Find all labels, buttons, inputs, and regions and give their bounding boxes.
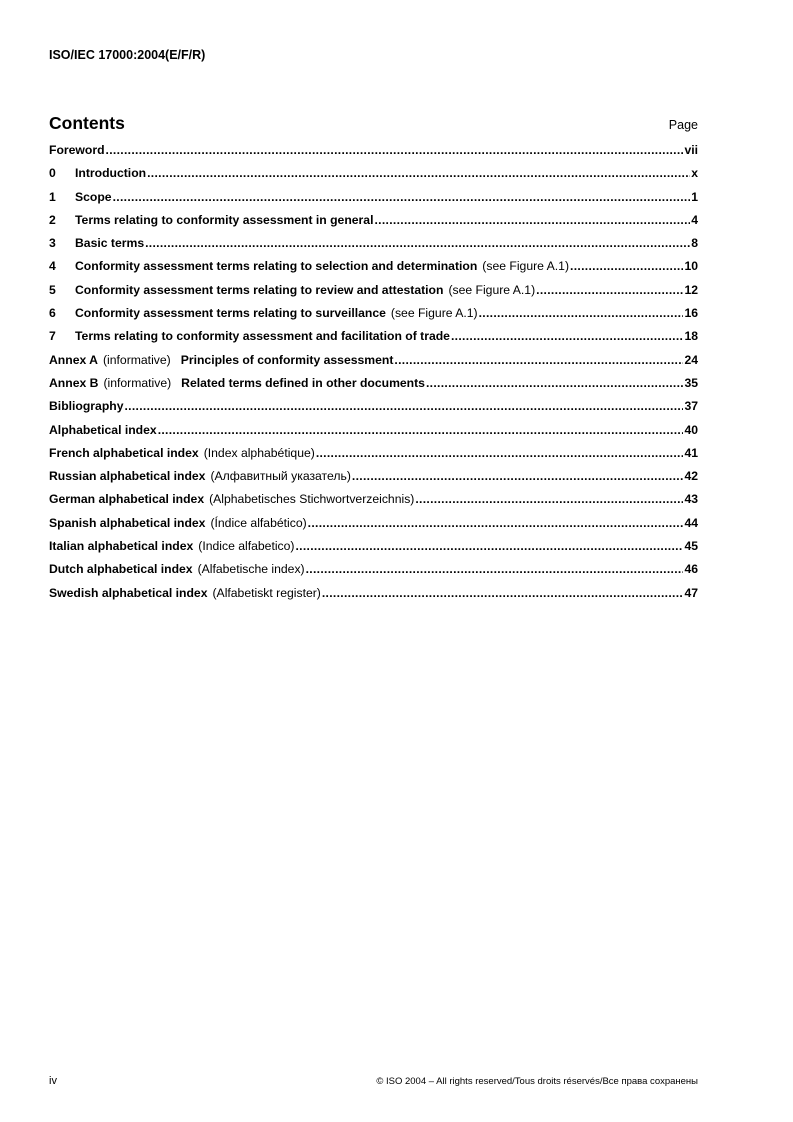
toc-entry-page: 44	[684, 515, 698, 530]
toc-entry-title: Foreword	[49, 143, 105, 157]
toc-entry-italian-index[interactable]	[49, 539, 698, 562]
toc-entry-title: Conformity assessment terms relating to surveillance	[75, 306, 386, 321]
dot-leader	[145, 236, 690, 250]
toc-entry-title: Swedish alphabetical index	[49, 585, 208, 600]
toc-entry-page: 1	[691, 189, 698, 204]
toc-entry-title: Terms relating to conformity assessment in general	[75, 212, 374, 227]
toc-entry-note: (Alfabetiskt register)	[212, 585, 321, 600]
toc-entry-title: Bibliography	[49, 399, 124, 414]
toc-entry-german-index[interactable]	[49, 492, 698, 515]
toc-entry-page: 43	[684, 492, 698, 507]
dot-leader	[106, 143, 684, 157]
toc-entry-note: (Alfabetische index)	[197, 562, 305, 577]
toc-entry-page: 4	[691, 212, 698, 227]
document-id: ISO/IEC 17000:2004(E/F/R)	[49, 48, 206, 62]
toc-entry-note: (informative)	[103, 375, 172, 390]
dot-leader	[415, 492, 683, 506]
toc-entry-subtitle: Principles of conformity assessment	[180, 352, 394, 367]
toc-entry-title: Scope	[75, 189, 112, 204]
toc-entry-number: 4	[49, 259, 56, 274]
dot-leader	[316, 446, 684, 460]
toc-entry-page: 42	[684, 469, 698, 484]
toc-entry-number: 1	[49, 189, 56, 204]
toc-entry-number: 2	[49, 212, 56, 227]
toc-entry-russian-index[interactable]	[49, 469, 698, 492]
toc-entry-note: (Índice alfabético)	[210, 515, 307, 530]
toc-entry-note: (see Figure A.1)	[448, 282, 536, 297]
contents-heading-row	[49, 113, 698, 134]
toc-entry-bibliography[interactable]	[49, 399, 698, 422]
dot-leader	[479, 306, 684, 320]
toc-entry-section-5[interactable]	[49, 283, 698, 306]
dot-leader	[295, 539, 683, 553]
dot-leader	[451, 329, 683, 343]
toc-entry-page: vii	[684, 143, 698, 157]
dot-leader	[308, 516, 684, 530]
toc-entry-section-2[interactable]	[49, 213, 698, 236]
toc-entry-page: 18	[684, 329, 698, 344]
dot-leader	[374, 213, 690, 227]
dot-leader	[536, 283, 683, 297]
toc-entry-number: 6	[49, 306, 56, 321]
toc-entry-page: 16	[684, 306, 698, 321]
toc-entry-title: German alphabetical index	[49, 492, 205, 507]
dot-leader	[570, 259, 683, 273]
toc-entry-number: 3	[49, 236, 56, 251]
table-of-contents	[49, 143, 698, 609]
toc-entry-page: 40	[684, 422, 698, 437]
toc-entry-french-index[interactable]	[49, 446, 698, 469]
toc-entry-page: 10	[684, 259, 698, 274]
toc-entry-foreword[interactable]	[49, 143, 698, 166]
toc-entry-note: (Alphabetisches Stichwortverzeichnis)	[209, 492, 415, 507]
footer-page-number: iv	[49, 1075, 57, 1087]
dot-leader	[147, 166, 690, 180]
toc-entry-page: 47	[684, 585, 698, 600]
toc-entry-title: Basic terms	[75, 236, 145, 251]
toc-entry-title: Spanish alphabetical index	[49, 515, 206, 530]
toc-entry-note: (see Figure A.1)	[482, 259, 570, 274]
toc-entry-title: Alphabetical index	[49, 422, 157, 437]
toc-entry-note: (Indice alfabetico)	[198, 539, 295, 554]
toc-entry-title: Annex A	[49, 352, 98, 367]
toc-entry-alphabetical-index[interactable]	[49, 423, 698, 446]
contents-heading: Contents	[49, 113, 125, 133]
toc-entry-title: Italian alphabetical index	[49, 539, 194, 554]
toc-entry-swedish-index[interactable]	[49, 586, 698, 609]
toc-entry-dutch-index[interactable]	[49, 562, 698, 585]
toc-entry-spanish-index[interactable]	[49, 516, 698, 539]
toc-entry-annex-b[interactable]	[49, 376, 698, 399]
dot-leader	[352, 469, 684, 483]
dot-leader	[394, 353, 683, 367]
toc-entry-section-7[interactable]	[49, 329, 698, 352]
toc-entry-page: 46	[684, 562, 698, 577]
dot-leader	[306, 562, 684, 576]
toc-entry-title: Dutch alphabetical index	[49, 562, 193, 577]
toc-entry-annex-a[interactable]	[49, 353, 698, 376]
toc-entry-title: French alphabetical index	[49, 445, 199, 460]
toc-entry-section-4[interactable]	[49, 259, 698, 282]
toc-entry-title: Conformity assessment terms relating to review and attestation	[75, 282, 444, 297]
toc-entry-page: 35	[684, 375, 698, 390]
toc-entry-page: 37	[684, 399, 698, 414]
toc-entry-section-3[interactable]	[49, 236, 698, 259]
toc-entry-subtitle: Related terms defined in other documents	[181, 375, 425, 390]
dot-leader	[426, 376, 683, 390]
toc-entry-note: (Алфавитный указатель)	[210, 469, 351, 484]
toc-entry-note: (informative)	[102, 352, 171, 367]
toc-entry-page: 45	[684, 539, 698, 554]
dot-leader	[322, 586, 684, 600]
toc-entry-number: 5	[49, 282, 56, 297]
toc-entry-page: x	[691, 166, 698, 181]
toc-entry-page: 24	[684, 352, 698, 367]
toc-entry-page: 41	[684, 445, 698, 460]
toc-entry-title: Annex B	[49, 375, 99, 390]
toc-entry-title: Terms relating to conformity assessment and facilitation of trade	[75, 329, 450, 344]
dot-leader	[124, 399, 683, 413]
toc-entry-title: Introduction	[75, 166, 147, 181]
toc-entry-note: (see Figure A.1)	[390, 306, 478, 321]
toc-entry-page: 12	[684, 282, 698, 297]
toc-entry-page: 8	[691, 236, 698, 251]
toc-entry-introduction[interactable]	[49, 166, 698, 189]
toc-entry-number: 0	[49, 166, 56, 181]
page-column-label: Page	[668, 118, 698, 132]
toc-entry-scope[interactable]	[49, 190, 698, 213]
footer-copyright: © ISO 2004 – All rights reserved/Tous droits réservés/Все права сохранены	[376, 1076, 698, 1087]
toc-entry-number: 7	[49, 329, 56, 344]
dot-leader	[113, 190, 691, 204]
toc-entry-section-6[interactable]	[49, 306, 698, 329]
toc-entry-title: Conformity assessment terms relating to selection and determination	[75, 259, 478, 274]
toc-entry-note: (Index alphabétique)	[203, 445, 315, 460]
toc-entry-title: Russian alphabetical index	[49, 469, 206, 484]
dot-leader	[158, 423, 684, 437]
